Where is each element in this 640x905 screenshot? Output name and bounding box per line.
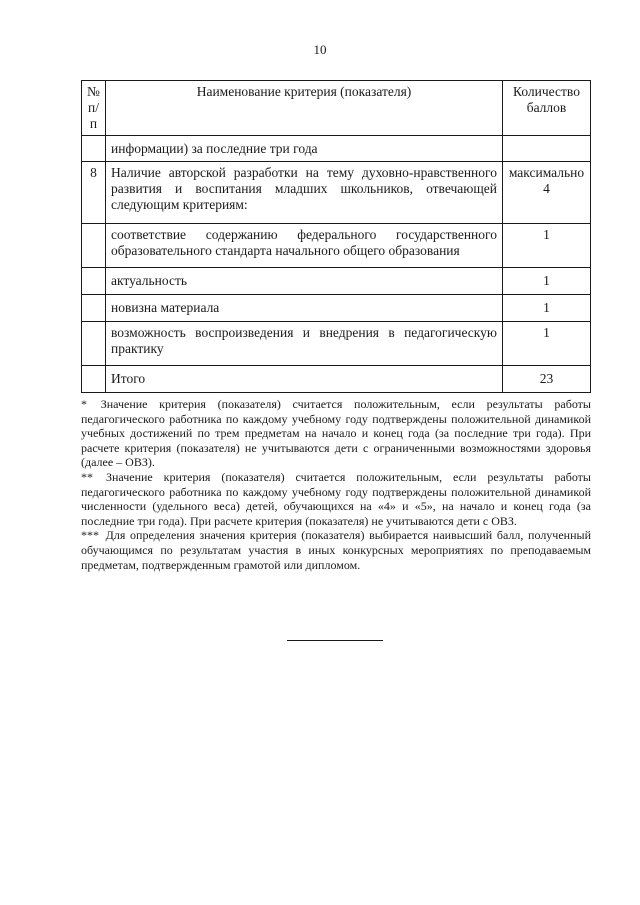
table-row-subcriterion <box>82 268 591 295</box>
total-label: Итого <box>106 366 503 393</box>
subcriterion-text: возможность воспроизведения и внедрения в педагогическую практику <box>106 322 503 366</box>
table-row-total <box>82 366 591 393</box>
footnote-mark: *** <box>81 528 99 543</box>
continuation-number <box>82 136 106 162</box>
table-row-item-8 <box>82 162 591 224</box>
footnote-mark: ** <box>81 469 93 484</box>
subcriterion-text: актуальность <box>106 268 503 295</box>
header-criterion-name: Наименование критерия (показателя) <box>106 81 503 136</box>
table-header-row <box>82 81 591 136</box>
footnote-text: Значение критерия (показателя) считается положительным, если результаты работы педагогического работника по каждому учебному году подтверждены положительной динамикой учебных достижений по трем предметам на начало и конец года (за последние три года). При расчете критерия (показателя) не учитываются дети с ограниченными возможностями здоровья (далее – ОВЗ). <box>81 397 591 470</box>
item-8-score <box>503 162 591 224</box>
subcriterion-score: 1 <box>503 322 591 366</box>
table-row-subcriterion <box>82 224 591 268</box>
item-8-score-prefix: максимально <box>508 165 585 180</box>
subcriterion-text: соответствие содержанию федерального государственного образовательного стандарта начального общего образования <box>106 224 503 268</box>
item-8-title: Наличие авторской разработки на тему духовно-нравственного развития и воспитания младших школьников, отвечающей следующим критериям: <box>106 162 503 224</box>
header-number: № п/п <box>82 81 106 136</box>
total-score: 23 <box>503 366 591 393</box>
end-divider <box>287 640 383 641</box>
footnote <box>81 528 591 572</box>
item-8-score-value: 4 <box>543 181 550 196</box>
footnotes <box>81 397 591 572</box>
criteria-table <box>81 80 591 393</box>
subcriterion-score: 1 <box>503 224 591 268</box>
header-score: Количество баллов <box>503 81 591 136</box>
continuation-score <box>503 136 591 162</box>
subcriterion-score: 1 <box>503 268 591 295</box>
item-8-number: 8 <box>82 162 106 224</box>
footnote-mark: * <box>81 397 87 411</box>
page-number: 10 <box>313 42 327 57</box>
footnote <box>81 470 591 528</box>
footnote-text: Для определения значения критерия (показателя) выбирается наивысший балл, полученный обучающимся по результатам участия в иных конкурсных мероприятиях по преподаваемым предметам, подтвержденным грамотой или дипломом. <box>81 528 591 572</box>
footnote-text: Значение критерия (показателя) считается положительным, если результаты работы педагогического работника по каждому учебному году подтверждены положительной динамикой численности (удельного веса) детей, обучающихся на «4» и «5», на начало и конец года (за последние три года). При расчете критерия (показателя) не учитываются дети с ОВЗ. <box>81 469 591 528</box>
subcriterion-score: 1 <box>503 295 591 322</box>
table-row-continuation <box>82 136 591 162</box>
subcriterion-text: новизна материала <box>106 295 503 322</box>
continuation-text: информации) за последние три года <box>106 136 503 162</box>
footnote <box>81 397 591 470</box>
table-row-subcriterion <box>82 322 591 366</box>
table-row-subcriterion <box>82 295 591 322</box>
